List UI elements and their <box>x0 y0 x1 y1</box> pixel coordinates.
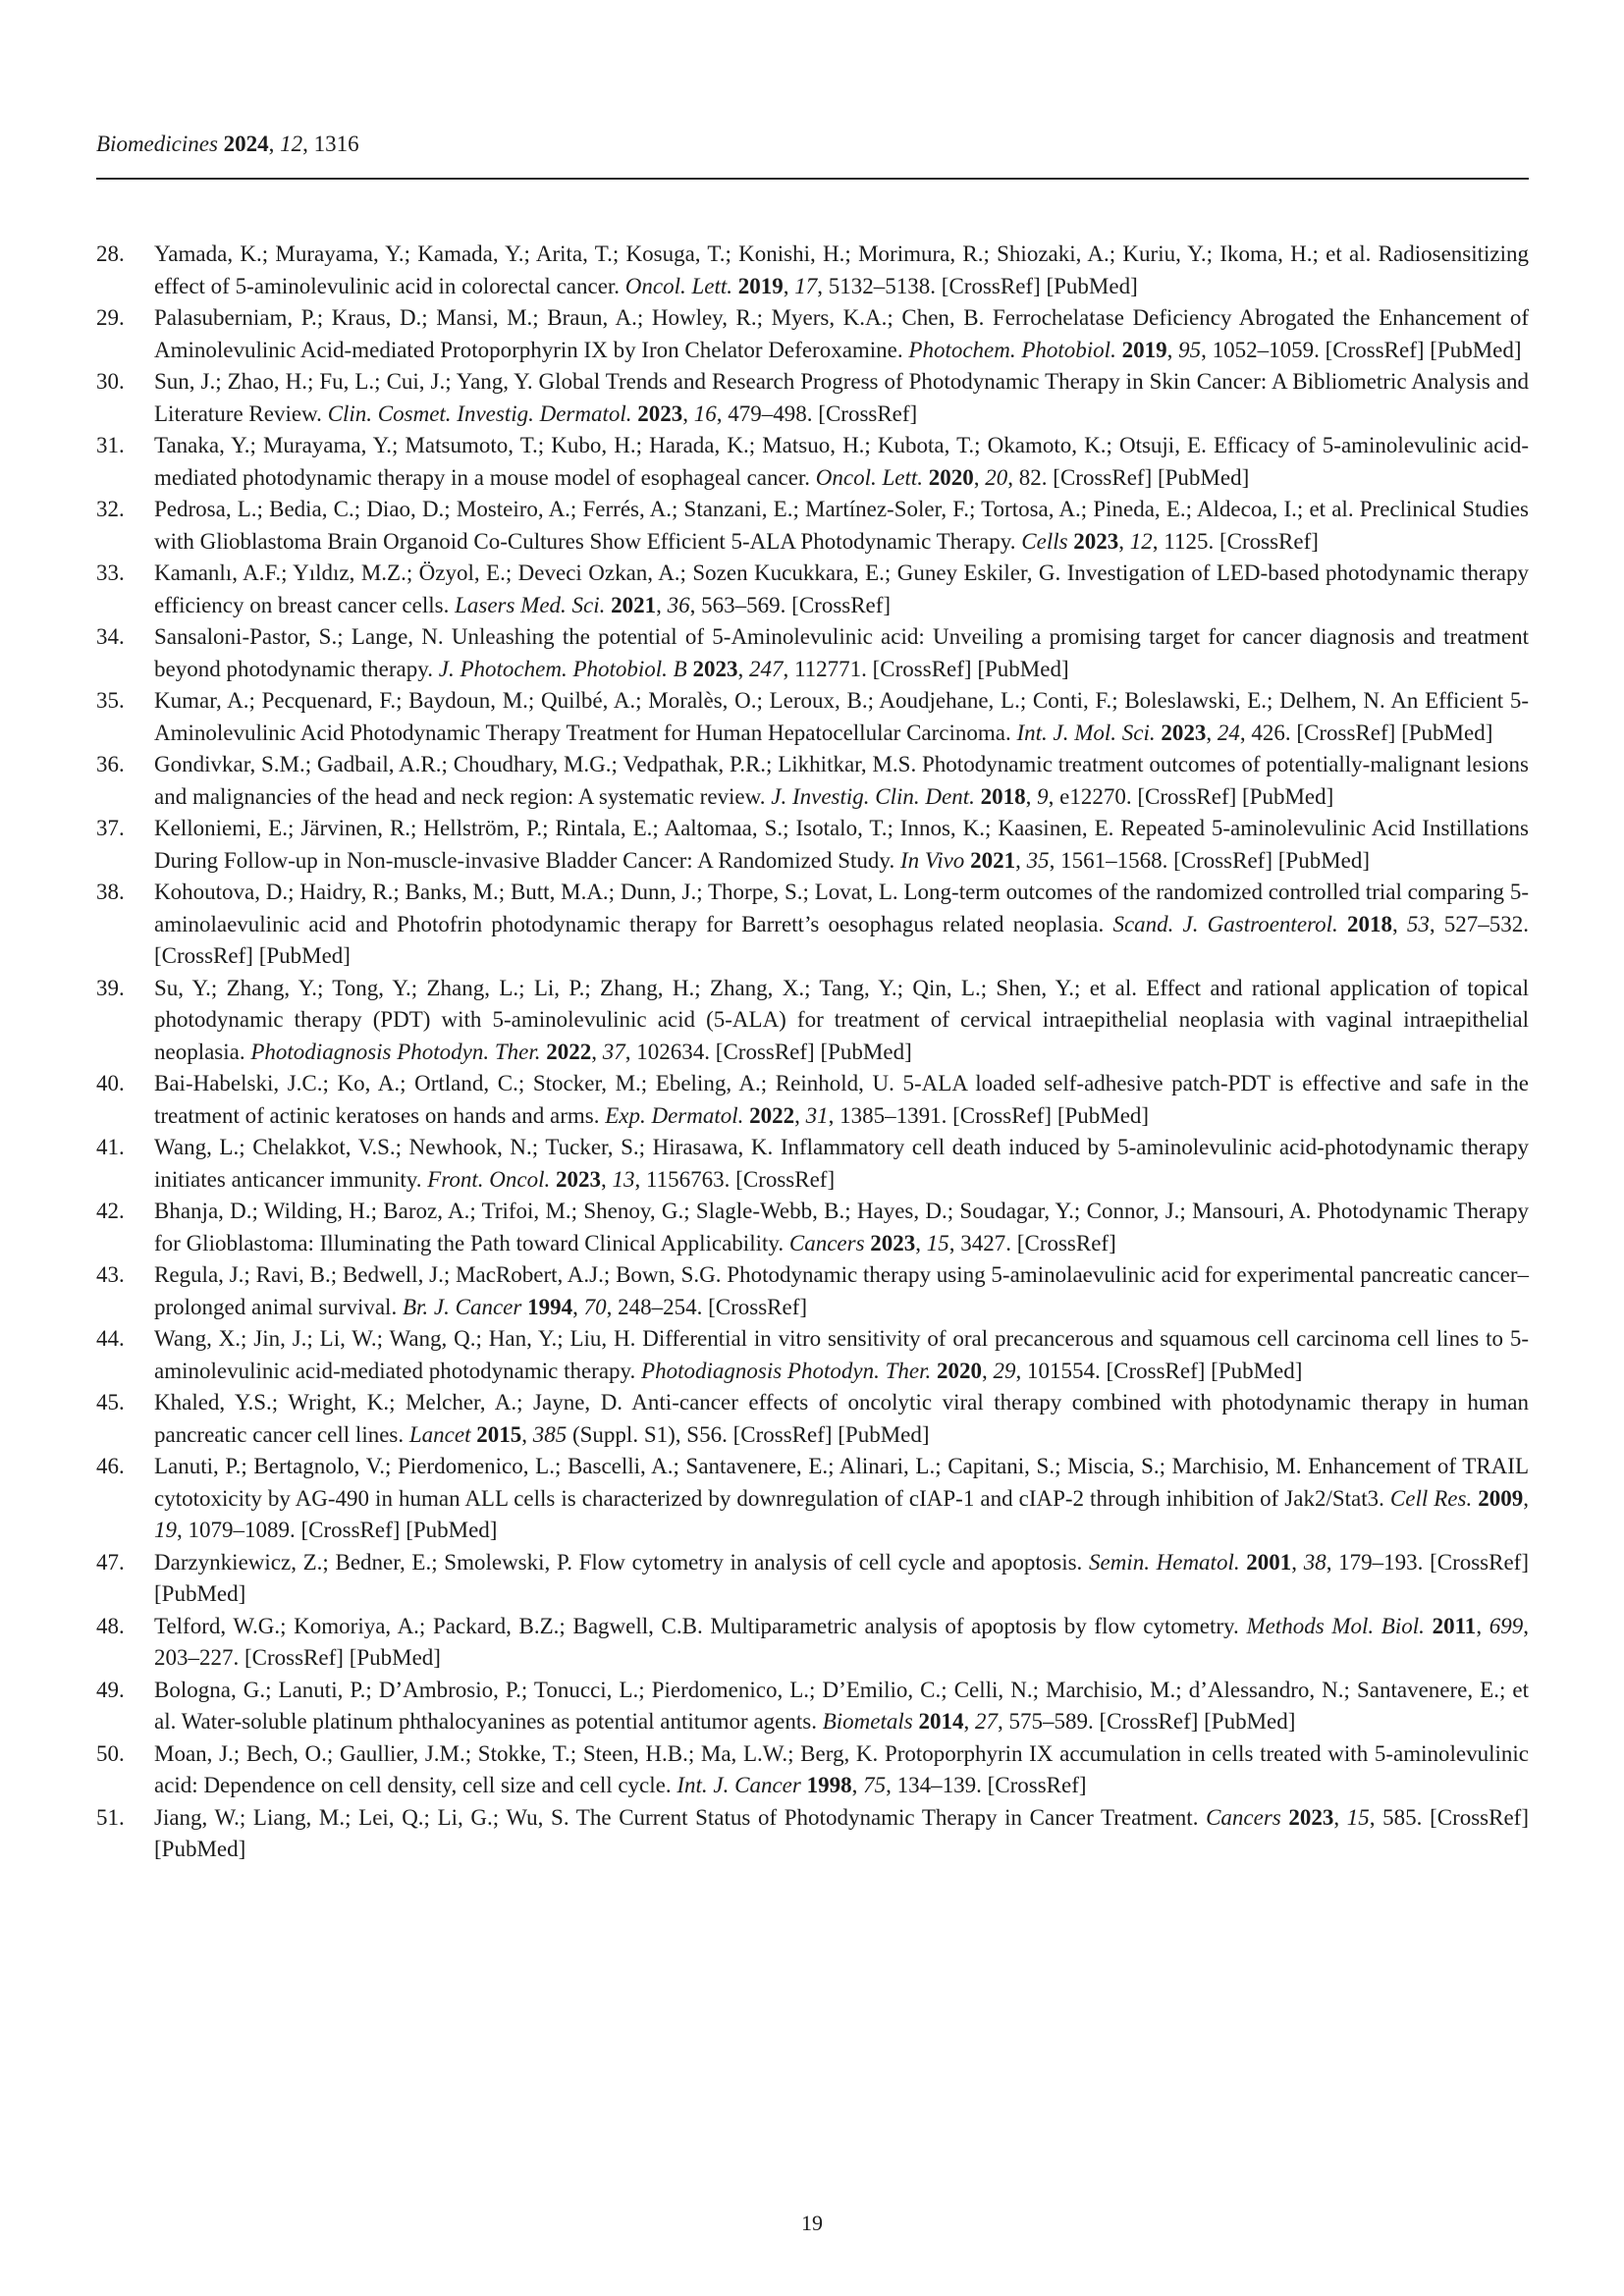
reference-link[interactable]: [PubMed] <box>258 943 351 968</box>
reference-number: 50. <box>96 1740 125 1766</box>
text-segment: Oncol. Lett. <box>815 464 929 490</box>
text-segment: , 134–139. <box>886 1773 988 1797</box>
reference-text <box>154 973 1529 1069</box>
text-segment: , 479–498. <box>716 400 819 426</box>
text-segment: Tanaka, Y.; Murayama, Y.; Matsumoto, T.; Kubo, H.; Harada, K.; Matsuo, H.; Kubota, T.; Okamoto, K.; Otsuji, E. Efficacy of 5-aminolevulinic acid-mediated photodynamic therapy in a mouse model of esophageal cancer. <box>154 433 1529 490</box>
reference-text <box>154 1802 1529 1866</box>
reference-link[interactable]: [CrossRef] <box>1296 720 1396 745</box>
text-segment: , <box>851 1773 864 1797</box>
text-segment: , <box>973 464 986 490</box>
text-segment: 15 <box>1346 1804 1370 1830</box>
text-segment: J. Investig. Clin. Dent. <box>771 783 981 809</box>
text-segment: Pedrosa, L.; Bedia, C.; Diao, D.; Mosteiro, A.; Ferrés, A.; Stanzani, E.; Martínez-Soler, F.; Tortosa, A.; Pineda, E.; Aldecoa, I.; et al. Preclinical Studies with Glioblastoma Brain Organoid Co-Cultures Show Efficient 5-ALA Photodynamic Therapy. <box>154 497 1529 554</box>
reference-text <box>154 1323 1529 1387</box>
text-segment: Cancers <box>788 1230 871 1255</box>
reference-text <box>154 813 1529 877</box>
text-segment: Kelloniemi, E.; Järvinen, R.; Hellström, P.; Rintala, E.; Aaltomaa, S.; Isotalo, T.; Innos, K.; Kaasinen, E. Repeated 5-aminolevulinic Acid Instillations During Follow-up in Non-muscle-invasive Bladder Cancer: A Randomized Study. <box>154 816 1529 873</box>
text-segment: 2011 <box>1432 1613 1477 1638</box>
text-segment: , 575–589. <box>997 1709 1100 1734</box>
text-segment: , <box>521 1421 533 1447</box>
text-segment: , <box>1025 783 1038 809</box>
text-segment: , <box>572 1294 584 1319</box>
reference-link[interactable]: [CrossRef] <box>941 273 1041 298</box>
text-segment: Int. J. Mol. Sci. <box>1016 720 1162 745</box>
text-segment: , <box>1015 847 1027 873</box>
text-segment: , 102634. <box>624 1039 716 1064</box>
text-segment: , 426. <box>1239 720 1297 745</box>
text-segment: Palasuberniam, P.; Kraus, D.; Mansi, M.; Braun, A.; Howley, R.; Myers, K.A.; Chen, B. Ferrochelatase Deficiency Abrogated the Enhancement of Aminolevulinic Acid-mediated Protoporphyrin IX by Iron Chelator Deferoxamine. <box>154 305 1529 362</box>
reference-number: 36. <box>96 752 125 776</box>
text-segment: Sun, J.; Zhao, H.; Fu, L.; Cui, J.; Yang, Y. Global Trends and Research Progress of Photodynamic Therapy in Skin Cancer: A Bibliometric Analysis and Literature Review. <box>154 369 1529 426</box>
text-segment: , <box>1523 1485 1529 1511</box>
reference-link[interactable]: [PubMed] <box>820 1039 912 1064</box>
text-segment: 2021 <box>611 592 657 617</box>
text-segment: 19 <box>154 1518 177 1542</box>
text-segment: 2020 <box>936 1358 982 1383</box>
text-segment: Su, Y.; Zhang, Y.; Tong, Y.; Zhang, L.; Li, P.; Zhang, H.; Zhang, X.; Tang, Y.; Qin, L.; Shen, Y.; et al. Effect and rational application of topical photodynamic therapy (PDT) with 5-aminolevulinic acid (5-ALA) for treatment of cervical intraepithelial neoplasia with vaginal intraepithelial neoplasia. <box>154 975 1529 1064</box>
reference-text <box>154 239 1529 302</box>
text-segment: Kumar, A.; Pecquenard, F.; Baydoun, M.; Quilbé, A.; Moralès, O.; Leroux, B.; Aoudjehane, L.; Conti, F.; Boleslawski, E.; Delhem, N. An Efficient 5-Aminolevulinic Acid Photodynamic Therapy Treatment for Human Hepatocellular Carcinoma. <box>154 688 1529 745</box>
text-segment: 2022 <box>546 1039 592 1064</box>
text-segment: Methods Mol. Biol. <box>1246 1613 1433 1638</box>
text-segment: Yamada, K.; Murayama, Y.; Kamada, Y.; Arita, T.; Kosuga, T.; Konishi, H.; Morimura, R.; Shiozaki, A.; Kuriu, Y.; Ikoma, H.; et al. Radiosensitizing effect of 5-aminolevulinic acid in colorectal cancer. <box>154 241 1529 298</box>
reference-text <box>154 1451 1529 1547</box>
text-segment: 2023 <box>1161 720 1207 745</box>
reference-link[interactable]: [CrossRef] <box>1325 337 1425 362</box>
text-segment: , 1125. <box>1152 528 1219 554</box>
text-segment: 2023 <box>692 656 738 681</box>
reference-item <box>96 494 1529 558</box>
text-segment: , <box>783 273 795 298</box>
reference-text <box>154 302 1529 366</box>
reference-text <box>154 430 1529 494</box>
reference-link[interactable]: [CrossRef] <box>735 1166 836 1192</box>
text-segment: , 1385–1391. <box>828 1102 953 1128</box>
text-segment: 2023 <box>556 1166 602 1192</box>
text-segment: , 1316 <box>302 132 359 156</box>
reference-link[interactable]: [CrossRef] <box>244 1645 344 1670</box>
reference-link[interactable]: [CrossRef] <box>1430 1804 1529 1830</box>
text-segment: 2023 <box>1288 1804 1334 1830</box>
text-segment: 247 <box>748 656 784 681</box>
text-segment: 27 <box>974 1709 998 1734</box>
text-segment: 2018 <box>1346 911 1392 936</box>
reference-link[interactable]: [PubMed] <box>406 1518 498 1542</box>
reference-link[interactable]: [CrossRef] <box>300 1518 401 1542</box>
text-segment: Kohoutova, D.; Haidry, R.; Banks, M.; Butt, M.A.; Dunn, J.; Thorpe, S.; Lovat, L. Long-term outcomes of the randomized controlled trial comparing 5-aminolaevulinic acid and Photofrin photodynamic therapy for Barrett’s oesophagus related neoplasia. <box>154 880 1529 936</box>
reference-text <box>154 1547 1529 1611</box>
reference-link[interactable]: [PubMed] <box>349 1645 441 1670</box>
text-segment: 2024 <box>223 132 269 156</box>
text-segment: 37 <box>602 1039 625 1064</box>
text-segment: 53 <box>1406 911 1430 936</box>
reference-link[interactable]: [CrossRef] <box>1430 1549 1529 1575</box>
text-segment: , <box>601 1166 613 1192</box>
text-segment: , <box>1333 1804 1347 1830</box>
reference-number: 49. <box>96 1677 125 1702</box>
text-segment: Cell Res. <box>1389 1485 1479 1511</box>
text-segment: Wang, X.; Jin, J.; Li, W.; Wang, Q.; Han, Y.; Liu, H. Differential in vitro sensitivity of oral precancerous and squamous cell carcinoma cell lines to 5-aminolevulinic acid-mediated photodynamic therapy. <box>154 1326 1529 1383</box>
reference-link[interactable]: [PubMed] <box>1204 1709 1296 1734</box>
text-segment: , 1052–1059. <box>1201 337 1326 362</box>
text-segment: 385 <box>532 1421 568 1447</box>
reference-number: 29. <box>96 305 125 330</box>
reference-item <box>96 685 1529 749</box>
text-segment: 2015 <box>476 1421 522 1447</box>
text-segment: 2018 <box>980 783 1026 809</box>
reference-item <box>96 1738 1529 1802</box>
reference-link[interactable]: [PubMed] <box>154 1581 246 1606</box>
text-segment: Scand. J. Gastroenterol. <box>1112 911 1347 936</box>
reference-text <box>154 749 1529 813</box>
text-segment: , 1561–1568. <box>1049 847 1174 873</box>
text-segment: , <box>1291 1549 1304 1575</box>
reference-link[interactable]: [CrossRef] <box>987 1773 1087 1797</box>
text-segment: , 5132–5138. <box>817 273 942 298</box>
reference-number: 48. <box>96 1613 125 1638</box>
text-segment: , 3427. <box>948 1230 1017 1255</box>
text-segment: 1994 <box>527 1294 573 1319</box>
text-segment: 2022 <box>749 1102 795 1128</box>
text-segment: , <box>981 1358 994 1383</box>
reference-item <box>96 973 1529 1069</box>
reference-link[interactable]: [CrossRef] <box>818 400 918 426</box>
text-segment: , <box>737 656 749 681</box>
text-segment: Photodiagnosis Photodyn. Ther. <box>250 1039 547 1064</box>
reference-item <box>96 1068 1529 1132</box>
reference-link[interactable]: [CrossRef] <box>732 1421 833 1447</box>
text-segment: 31 <box>805 1102 829 1128</box>
reference-number: 35. <box>96 688 125 713</box>
reference-number: 34. <box>96 624 125 649</box>
text-segment: , 101554. <box>1015 1358 1107 1383</box>
text-segment: , <box>1118 528 1130 554</box>
text-segment: Lanuti, P.; Bertagnolo, V.; Pierdomenico, L.; Bascelli, A.; Santavenere, E.; Alinari, L.; Capitani, S.; Miscia, S.; Marchisio, M. Enhancement of TRAIL cytotoxicity by AG-490 in human ALL cells is characterized by downregulation of cIAP-1 and cIAP-2 through inhibition of Jak2/Stat3. <box>154 1454 1529 1511</box>
reference-text <box>154 558 1529 621</box>
reference-link[interactable]: [PubMed] <box>1046 273 1138 298</box>
text-segment: 36 <box>667 592 690 617</box>
text-segment: Lasers Med. Sci. <box>455 592 612 617</box>
reference-item <box>96 1675 1529 1738</box>
reference-number: 51. <box>96 1804 125 1830</box>
text-segment: , <box>268 132 281 156</box>
reference-link[interactable]: [CrossRef] <box>1173 847 1272 873</box>
page-number: 19 <box>801 2211 823 2235</box>
reference-item <box>96 1259 1529 1323</box>
reference-link[interactable]: [CrossRef] <box>1106 1358 1206 1383</box>
reference-item <box>96 813 1529 877</box>
reference-text <box>154 1196 1529 1259</box>
text-segment: Sansaloni-Pastor, S.; Lange, N. Unleashing the potential of 5-Aminolevulinic acid: Unveiling a promising target for cancer diagnosis and treatment beyond photodynamic therapy. <box>154 624 1529 681</box>
text-segment: , 203–227. <box>154 1613 1529 1670</box>
reference-number: 47. <box>96 1549 125 1575</box>
text-segment: 70 <box>583 1294 607 1319</box>
reference-text <box>154 1387 1529 1451</box>
text-segment: Bologna, G.; Lanuti, P.; D’Ambrosio, P.; Tonucci, L.; Pierdomenico, L.; D’Emilio, C.; Celli, N.; Marchisio, M.; d’Alessandro, N.; Santavenere, E.; et al. Water-soluble platinum phthalocyanines as potential antitumor agents. <box>154 1677 1529 1734</box>
text-segment: , 563–569. <box>689 592 792 617</box>
text-segment: , 248–254. <box>606 1294 709 1319</box>
text-segment: 24 <box>1217 720 1240 745</box>
reference-link[interactable]: [PubMed] <box>1242 783 1334 809</box>
reference-link[interactable]: [CrossRef] <box>791 592 892 617</box>
text-segment: Exp. Dermatol. <box>605 1102 750 1128</box>
text-segment: 2023 <box>1073 528 1119 554</box>
reference-number: 41. <box>96 1135 125 1159</box>
reference-number: 42. <box>96 1199 125 1223</box>
reference-item <box>96 749 1529 813</box>
text-segment: Telford, W.G.; Komoriya, A.; Packard, B.Z.; Bagwell, C.B. Multiparametric analysis of apoptosis by flow cytometry. <box>154 1613 1247 1638</box>
text-segment: , <box>656 592 668 617</box>
text-segment: 17 <box>794 273 818 298</box>
reference-text <box>154 1132 1529 1196</box>
reference-number: 32. <box>96 497 125 521</box>
reference-link[interactable]: [PubMed] <box>1211 1358 1303 1383</box>
references-list <box>96 239 1529 1866</box>
reference-number: 30. <box>96 369 125 394</box>
text-segment: 2009 <box>1478 1485 1524 1511</box>
reference-text <box>154 1738 1529 1802</box>
text-segment: Moan, J.; Bech, O.; Gaullier, J.M.; Stokke, T.; Steen, H.B.; Ma, L.W.; Berg, K. Protoporphyrin IX accumulation in cells treated with 5-aminolevulinic acid: Dependence on cell density, cell size and cell cycle. <box>154 1740 1529 1797</box>
text-segment: , <box>591 1039 603 1064</box>
text-segment: Bai-Habelski, J.C.; Ko, A.; Ortland, C.; Stocker, M.; Ebeling, A.; Reinhold, U. 5-ALA loaded self-adhesive patch-PDT is effective and safe in the treatment of actinic keratoses on hands and arms. <box>154 1071 1529 1128</box>
text-segment: , 1156763. <box>634 1166 736 1192</box>
reference-number: 44. <box>96 1326 125 1351</box>
text-segment: 12 <box>1129 528 1153 554</box>
reference-text <box>154 1611 1529 1675</box>
reference-text <box>154 366 1529 430</box>
journal-header-text <box>96 132 359 156</box>
text-segment: 20 <box>985 464 1008 490</box>
page-footer <box>0 2211 1624 2236</box>
text-segment: (Suppl. S1), S56. <box>567 1421 733 1447</box>
journal-header <box>96 132 359 157</box>
reference-link[interactable]: [CrossRef] <box>1137 783 1237 809</box>
text-segment: Lancet <box>408 1421 477 1447</box>
text-segment: In Vivo <box>899 847 971 873</box>
text-segment: Khaled, Y.S.; Wright, K.; Melcher, A.; Jayne, D. Anti-cancer effects of oncolytic viral therapy combined with photodynamic therapy in human pancreatic cancer cell lines. <box>154 1390 1529 1447</box>
reference-link[interactable]: [CrossRef] <box>154 943 253 968</box>
reference-number: 46. <box>96 1454 125 1478</box>
reference-number: 45. <box>96 1390 125 1415</box>
text-segment: Gondivkar, S.M.; Gadbail, A.R.; Choudhary, M.G.; Vedpathak, P.R.; Likhitkar, M.S. Photodynamic treatment outcomes of potentially-malignant lesions and malignancies of the head and neck region: A systematic review. <box>154 752 1529 809</box>
text-segment: , 585. <box>1369 1804 1431 1830</box>
reference-number: 37. <box>96 816 125 840</box>
text-segment: Semin. Hematol. <box>1088 1549 1247 1575</box>
text-segment: , 527–532. <box>1429 911 1530 936</box>
reference-text <box>154 877 1529 973</box>
text-segment: 2019 <box>1121 337 1167 362</box>
reference-number: 28. <box>96 241 125 266</box>
reference-item <box>96 1611 1529 1675</box>
text-segment: 2023 <box>870 1230 916 1255</box>
reference-item <box>96 877 1529 973</box>
text-segment: 2001 <box>1246 1549 1292 1575</box>
text-segment: 2021 <box>970 847 1016 873</box>
text-segment: , 112771. <box>783 656 873 681</box>
reference-link[interactable]: [CrossRef] <box>1016 1230 1116 1255</box>
reference-item <box>96 621 1529 685</box>
reference-number: 31. <box>96 433 125 457</box>
reference-text <box>154 685 1529 749</box>
text-segment: 12 <box>280 132 303 156</box>
reference-item <box>96 558 1529 621</box>
text-segment: J. Photochem. Photobiol. B <box>438 656 693 681</box>
reference-item <box>96 239 1529 302</box>
text-segment: 16 <box>693 400 717 426</box>
reference-link[interactable]: [CrossRef] <box>708 1294 808 1319</box>
text-segment: , <box>1206 720 1218 745</box>
text-segment: Cancers <box>1206 1804 1289 1830</box>
text-segment: 9 <box>1037 783 1049 809</box>
text-segment: Regula, J.; Ravi, B.; Bedwell, J.; MacRobert, A.J.; Bown, S.G. Photodynamic therapy using 5-aminolaevulinic acid for experimental pancreatic cancer–prolonged animal survival. <box>154 1262 1529 1319</box>
text-segment: Int. J. Cancer <box>677 1773 807 1797</box>
reference-item <box>96 1451 1529 1547</box>
text-segment: 2014 <box>918 1709 964 1734</box>
header-rule <box>96 178 1529 180</box>
reference-item <box>96 1323 1529 1387</box>
reference-text <box>154 1068 1529 1132</box>
text-segment: , e12270. <box>1048 783 1138 809</box>
reference-link[interactable]: [PubMed] <box>1430 337 1522 362</box>
text-segment: Front. Oncol. <box>427 1166 557 1192</box>
text-segment: 2020 <box>928 464 974 490</box>
reference-link[interactable]: [PubMed] <box>1277 847 1371 873</box>
reference-text <box>154 621 1529 685</box>
text-segment: Biometals <box>822 1709 919 1734</box>
text-segment: 35 <box>1026 847 1050 873</box>
text-segment: Photochem. Photobiol. <box>908 337 1122 362</box>
text-segment: 75 <box>863 1773 887 1797</box>
text-segment: Bhanja, D.; Wilding, H.; Baroz, A.; Trifoi, M.; Shenoy, G.; Slagle-Webb, B.; Hayes, D.; Soudagar, Y.; Connor, J.; Mansouri, A. Photodynamic Therapy for Glioblastoma: Illuminating the Path toward Clinical Applicability. <box>154 1199 1529 1255</box>
reference-link[interactable]: [CrossRef] <box>1099 1709 1199 1734</box>
text-segment: Kamanlı, A.F.; Yıldız, M.Z.; Özyol, E.; Deveci Ozkan, A.; Sozen Kucukkara, E.; Guney Eskiler, G. Investigation of LED-based photodynamic therapy efficiency on breast cancer cells. <box>154 561 1529 617</box>
reference-link[interactable]: [CrossRef] <box>872 656 972 681</box>
reference-item <box>96 430 1529 494</box>
reference-item <box>96 302 1529 366</box>
reference-item <box>96 1547 1529 1611</box>
reference-text <box>154 1675 1529 1738</box>
text-segment: Cells <box>1021 528 1074 554</box>
text-segment: , <box>963 1709 975 1734</box>
text-segment: Biomedicines <box>96 132 224 156</box>
reference-link[interactable]: [CrossRef] <box>715 1039 815 1064</box>
text-segment: 95 <box>1178 337 1202 362</box>
text-segment: Photodiagnosis Photodyn. Ther. <box>641 1358 937 1383</box>
text-segment: , <box>1476 1613 1489 1638</box>
reference-number: 39. <box>96 975 125 1000</box>
reference-link[interactable]: [CrossRef] <box>1218 528 1319 554</box>
reference-link[interactable]: [CrossRef] <box>1053 464 1153 490</box>
text-segment: Br. J. Cancer <box>402 1294 528 1319</box>
text-segment: Wang, L.; Chelakkot, V.S.; Newhook, N.; Tucker, S.; Hirasawa, K. Inflammatory cell death induced by 5-aminolevulinic acid-photodynamic therapy initiates anticancer immunity. <box>154 1135 1529 1192</box>
text-segment: Jiang, W.; Liang, M.; Lei, Q.; Li, G.; Wu, S. The Current Status of Photodynamic Therapy in Cancer Treatment. <box>154 1804 1207 1830</box>
text-segment: Oncol. Lett. <box>624 273 738 298</box>
reference-number: 33. <box>96 561 125 585</box>
text-segment: , 82. <box>1007 464 1054 490</box>
reference-link[interactable]: [PubMed] <box>1056 1102 1150 1128</box>
reference-item <box>96 1802 1529 1866</box>
text-segment: , <box>794 1102 806 1128</box>
text-segment: 2019 <box>737 273 784 298</box>
text-segment: Clin. Cosmet. Investig. Dermatol. <box>327 400 638 426</box>
text-segment: , <box>1166 337 1179 362</box>
reference-link[interactable]: [PubMed] <box>1401 720 1493 745</box>
reference-text <box>154 1259 1529 1323</box>
text-segment: , <box>915 1230 927 1255</box>
reference-link[interactable]: [PubMed] <box>1157 464 1250 490</box>
text-segment: 38 <box>1303 1549 1326 1575</box>
text-segment: , <box>1391 911 1407 936</box>
reference-item <box>96 1196 1529 1259</box>
text-segment: 699 <box>1489 1613 1524 1638</box>
reference-link[interactable]: [PubMed] <box>838 1421 930 1447</box>
reference-link[interactable]: [CrossRef] <box>952 1102 1053 1128</box>
reference-number: 40. <box>96 1071 125 1095</box>
reference-item <box>96 1132 1529 1196</box>
reference-number: 38. <box>96 880 125 904</box>
reference-link[interactable]: [PubMed] <box>154 1837 246 1861</box>
text-segment: , 1079–1089. <box>177 1518 301 1542</box>
text-segment: 29 <box>993 1358 1016 1383</box>
text-segment: Darzynkiewicz, Z.; Bedner, E.; Smolewski, P. Flow cytometry in analysis of cell cycle and apoptosis. <box>154 1549 1089 1575</box>
reference-item <box>96 366 1529 430</box>
reference-number: 43. <box>96 1262 125 1287</box>
reference-link[interactable]: [PubMed] <box>977 656 1069 681</box>
reference-text <box>154 494 1529 558</box>
text-segment: 2023 <box>637 400 683 426</box>
text-segment: , 179–193. <box>1326 1549 1431 1575</box>
reference-item <box>96 1387 1529 1451</box>
text-segment: , <box>682 400 694 426</box>
text-segment: 15 <box>926 1230 949 1255</box>
text-segment: 13 <box>612 1166 635 1192</box>
text-segment: 1998 <box>806 1773 852 1797</box>
